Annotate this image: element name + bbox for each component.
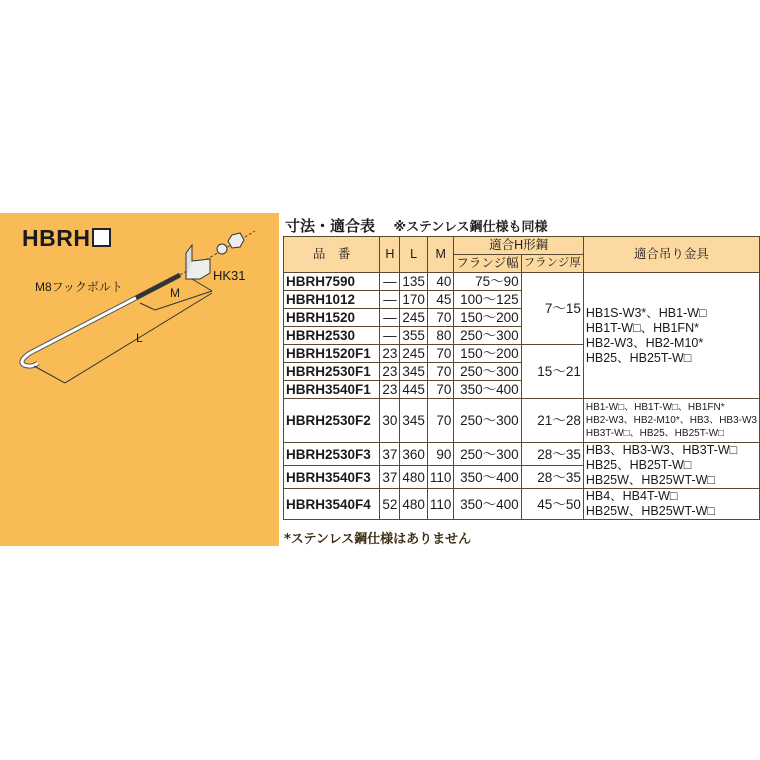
product-illustration-panel	[0, 213, 279, 546]
cell-fittings-group-2	[583, 399, 759, 443]
cell-thickness: 28〜35	[521, 466, 583, 489]
hook-bolt-diagram	[0, 213, 279, 546]
cell-width: 350〜400	[454, 381, 521, 399]
cell-h: 23	[380, 381, 400, 399]
cell-l: 360	[400, 443, 428, 466]
cell-thickness: 45〜50	[521, 489, 583, 520]
cell-fittings-group-3	[583, 443, 759, 489]
header-flange-thickness: フランジ厚	[521, 255, 583, 273]
product-title	[22, 225, 111, 252]
cell-code: HBRH1520F1	[284, 345, 380, 363]
cell-code: HBRH2530F1	[284, 363, 380, 381]
cell-h: 37	[380, 466, 400, 489]
cell-code: HBRH3540F3	[284, 466, 380, 489]
cell-m: 70	[427, 381, 454, 399]
cell-h: —	[380, 291, 400, 309]
fitting-line: HB4、HB4T-W□	[585, 489, 678, 503]
dimension-l-label: L	[136, 331, 143, 345]
cell-m: 80	[427, 327, 454, 345]
cell-thickness-group-1: 7〜15	[521, 273, 583, 345]
table-note: ※ステンレス鋼仕様も同様	[393, 220, 548, 235]
cell-l: 345	[400, 399, 428, 443]
cell-width: 150〜200	[454, 345, 521, 363]
cell-width: 350〜400	[454, 466, 521, 489]
table-row	[284, 443, 760, 466]
cell-m: 110	[427, 489, 454, 520]
header-fittings: 適合吊り金具	[583, 237, 759, 273]
cell-h: —	[380, 273, 400, 291]
cell-m: 70	[427, 399, 454, 443]
cell-l: 480	[400, 466, 428, 489]
cell-l: 445	[400, 381, 428, 399]
fitting-line: HB25W、HB25WT-W□	[585, 473, 715, 487]
cell-width: 250〜300	[454, 327, 521, 345]
cell-code: HBRH2530	[284, 327, 380, 345]
washer-shape	[217, 244, 227, 254]
cell-width: 75〜90	[454, 273, 521, 291]
cell-width: 250〜300	[454, 363, 521, 381]
cell-width: 350〜400	[454, 489, 521, 520]
cell-h: 30	[380, 399, 400, 443]
bolt-label: M8フックボルト	[35, 280, 123, 294]
table-row	[284, 273, 760, 291]
cell-fittings-group-1	[583, 273, 759, 399]
table-title: 寸法・適合表	[285, 217, 376, 235]
cell-width: 250〜300	[454, 443, 521, 466]
cell-l: 170	[400, 291, 428, 309]
cell-m: 45	[427, 291, 454, 309]
table-row	[284, 489, 760, 520]
table-title-row	[285, 215, 547, 236]
fitting-line: HB1S-W3*、HB1-W□	[585, 305, 707, 320]
variant-box-icon	[92, 228, 111, 247]
cell-width: 150〜200	[454, 309, 521, 327]
fitting-line: HB25、HB25T-W□	[585, 458, 692, 472]
cell-h: —	[380, 327, 400, 345]
header-code: 品 番	[284, 237, 380, 273]
header-h: H	[380, 237, 400, 273]
dimension-compatibility-table	[283, 236, 760, 520]
cell-l: 245	[400, 345, 428, 363]
cell-thickness: 21〜28	[521, 399, 583, 443]
cell-l: 135	[400, 273, 428, 291]
cell-m: 40	[427, 273, 454, 291]
fitting-line: HB25W、HB25WT-W□	[585, 504, 715, 518]
cell-code: HBRH1012	[284, 291, 380, 309]
cell-h: —	[380, 309, 400, 327]
fitting-line: HB3、HB3-W3、HB3T-W□	[585, 443, 738, 457]
cell-h: 52	[380, 489, 400, 520]
cell-m: 70	[427, 309, 454, 327]
cell-thickness: 28〜35	[521, 443, 583, 466]
fitting-line: HB1T-W□、HB1FN*	[585, 320, 699, 335]
cell-l: 345	[400, 363, 428, 381]
cell-h: 37	[380, 443, 400, 466]
nut-shape	[228, 233, 244, 248]
clip-label: HK31	[213, 268, 246, 283]
fitting-line: HB3T-W□、HB25、HB25T-W□	[585, 428, 725, 439]
header-flange-width: フランジ幅	[454, 255, 521, 273]
cell-l: 355	[400, 327, 428, 345]
cell-thickness-group-2: 15〜21	[521, 345, 583, 399]
cell-l: 480	[400, 489, 428, 520]
header-l: L	[400, 237, 428, 273]
cell-code: HBRH2530F2	[284, 399, 380, 443]
cell-code: HBRH7590	[284, 273, 380, 291]
fitting-line: HB1-W□、HB1T-W□、HB1FN*	[585, 402, 725, 413]
table-row	[284, 399, 760, 443]
fitting-line: HB2-W3、HB2-M10*、HB3、HB3-W3	[585, 415, 757, 426]
cell-l: 245	[400, 309, 428, 327]
cell-h: 23	[380, 345, 400, 363]
cell-code: HBRH2530F3	[284, 443, 380, 466]
cell-width: 100〜125	[454, 291, 521, 309]
cell-width: 250〜300	[454, 399, 521, 443]
footnote: *ステンレス鋼仕様はありません	[284, 532, 472, 547]
cell-m: 70	[427, 345, 454, 363]
product-title-text: HBRH	[22, 225, 91, 251]
header-m: M	[427, 237, 454, 273]
fitting-line: HB25、HB25T-W□	[585, 350, 692, 365]
cell-m: 90	[427, 443, 454, 466]
fitting-line: HB2-W3、HB2-M10*	[585, 335, 704, 350]
cell-h: 23	[380, 363, 400, 381]
cell-m: 110	[427, 466, 454, 489]
cell-code: HBRH1520	[284, 309, 380, 327]
cell-fittings-group-4	[583, 489, 759, 520]
dimension-m-label: M	[170, 286, 180, 300]
cell-code: HBRH3540F1	[284, 381, 380, 399]
header-hbeam: 適合H形鋼	[454, 237, 583, 255]
cell-code: HBRH3540F4	[284, 489, 380, 520]
cell-m: 70	[427, 363, 454, 381]
